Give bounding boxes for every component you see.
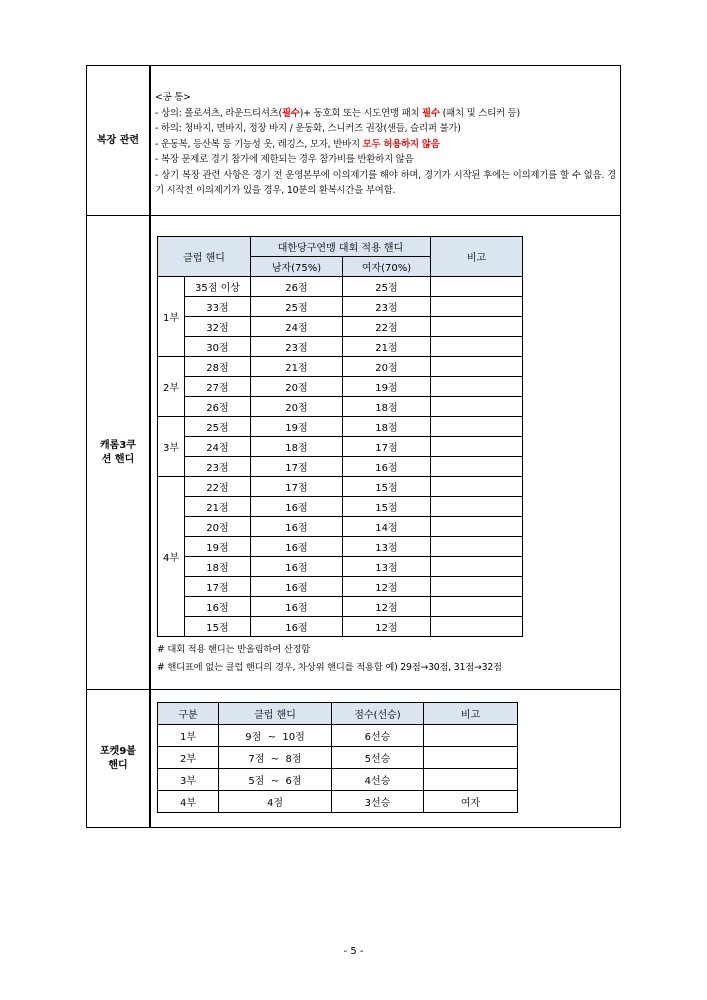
female-handicap-cell: 17점	[343, 437, 431, 457]
note-cell	[431, 437, 523, 457]
division-cell: 1부	[158, 725, 219, 747]
table-row	[158, 357, 523, 377]
male-handicap-cell: 17점	[251, 477, 343, 497]
note-cell	[431, 617, 523, 637]
col-club-handicap: 클럽 핸디	[158, 237, 251, 277]
col-note: 비고	[424, 703, 518, 725]
female-handicap-cell: 14점	[343, 517, 431, 537]
club-handicap-cell: 24점	[185, 437, 251, 457]
club-handicap-cell: 19점	[185, 537, 251, 557]
table-row	[158, 497, 523, 517]
club-handicap-cell: 23점	[185, 457, 251, 477]
table-row	[158, 277, 523, 297]
female-handicap-cell: 15점	[343, 477, 431, 497]
division-cell: 3부	[158, 769, 219, 791]
note-cell	[431, 557, 523, 577]
col-division: 구분	[158, 703, 219, 725]
male-handicap-cell: 16점	[251, 537, 343, 557]
dress-code-body	[151, 76, 620, 205]
col-female: 여자(70%)	[343, 257, 431, 277]
note-cell	[431, 297, 523, 317]
note-cell	[424, 769, 518, 791]
table-row	[158, 747, 518, 769]
carom-header: 캐롬3쿠션 핸디	[87, 216, 151, 690]
division-cell: 4부	[158, 477, 185, 637]
table-row	[158, 397, 523, 417]
dress-common-title: <공 통>	[155, 92, 191, 104]
club-handicap-cell: 21점	[185, 497, 251, 517]
note-cell	[431, 477, 523, 497]
female-handicap-cell: 22점	[343, 317, 431, 337]
club-handicap-cell: 25점	[185, 417, 251, 437]
female-handicap-cell: 18점	[343, 397, 431, 417]
note-missing-handicap: # 핸디표에 없는 클럽 핸디의 경우, 차상위 핸디를 적용함 예) 29점→30점, 31점→32점	[157, 662, 502, 673]
carom-notes	[151, 637, 620, 683]
female-handicap-cell: 15점	[343, 497, 431, 517]
club-handicap-cell: 20점	[185, 517, 251, 537]
note-cell	[431, 577, 523, 597]
club-handicap-cell: 17점	[185, 577, 251, 597]
division-cell: 1부	[158, 277, 185, 357]
col-federation-handicap: 대한당구연맹 대회 적용 핸디	[251, 237, 431, 257]
club-handicap-cell: 16점	[185, 597, 251, 617]
pocket-header: 포켓9볼 핸디	[87, 690, 151, 828]
col-club-handicap: 클럽 핸디	[219, 703, 332, 725]
club-handicap-cell: 27점	[185, 377, 251, 397]
club-handicap-cell: 32점	[185, 317, 251, 337]
female-handicap-cell: 13점	[343, 537, 431, 557]
club-handicap-cell: 7점 ~ 8점	[219, 747, 332, 769]
note-cell	[431, 517, 523, 537]
female-handicap-cell: 23점	[343, 297, 431, 317]
note-cell	[431, 377, 523, 397]
club-handicap-cell: 18점	[185, 557, 251, 577]
table-row	[158, 597, 523, 617]
club-handicap-cell: 35점 이상	[185, 277, 251, 297]
note-cell	[431, 457, 523, 477]
dress-code-header: 복장 관련	[87, 66, 151, 216]
club-handicap-cell: 5점 ~ 6점	[219, 769, 332, 791]
note-cell	[431, 597, 523, 617]
female-handicap-cell: 13점	[343, 557, 431, 577]
male-handicap-cell: 17점	[251, 457, 343, 477]
club-handicap-cell: 33점	[185, 297, 251, 317]
col-score: 점수(선승)	[332, 703, 424, 725]
rules-table	[86, 65, 621, 828]
female-handicap-cell: 12점	[343, 577, 431, 597]
col-note: 비고	[431, 237, 523, 277]
male-handicap-cell: 20점	[251, 377, 343, 397]
male-handicap-cell: 25점	[251, 297, 343, 317]
note-cell	[431, 397, 523, 417]
score-cell: 3선승	[332, 791, 424, 813]
female-handicap-cell: 20점	[343, 357, 431, 377]
page-number: - 5 -	[343, 946, 364, 957]
table-row	[158, 577, 523, 597]
table-row	[158, 337, 523, 357]
dress-line-refund: - 복장 문제로 경기 참가에 제한되는 경우 참가비를 반환하지 않음	[155, 154, 414, 166]
male-handicap-cell: 16점	[251, 497, 343, 517]
carom-handicap-table	[157, 236, 523, 637]
female-handicap-cell: 12점	[343, 597, 431, 617]
division-cell: 2부	[158, 747, 219, 769]
table-row	[158, 725, 518, 747]
note-cell: 여자	[424, 791, 518, 813]
division-cell: 3부	[158, 417, 185, 477]
division-cell: 2부	[158, 357, 185, 417]
table-row	[158, 317, 523, 337]
dress-line-prohibited: - 운동복, 등산복 등 기능성 옷, 레깅스, 모자, 반바지 모두 허용하지 않음	[155, 138, 440, 150]
club-handicap-cell: 22점	[185, 477, 251, 497]
note-cell	[424, 747, 518, 769]
female-handicap-cell: 25점	[343, 277, 431, 297]
table-row	[158, 557, 523, 577]
female-handicap-cell: 21점	[343, 337, 431, 357]
table-row	[158, 477, 523, 497]
note-rounding: # 대회 적용 핸디는 반올림하여 산정함	[157, 644, 311, 655]
score-cell: 4선승	[332, 769, 424, 791]
note-cell	[424, 725, 518, 747]
male-handicap-cell: 18점	[251, 437, 343, 457]
male-handicap-cell: 16점	[251, 557, 343, 577]
club-handicap-cell: 4점	[219, 791, 332, 813]
male-handicap-cell: 23점	[251, 337, 343, 357]
note-cell	[431, 337, 523, 357]
male-handicap-cell: 26점	[251, 277, 343, 297]
note-cell	[431, 417, 523, 437]
club-handicap-cell: 28점	[185, 357, 251, 377]
table-row	[158, 377, 523, 397]
female-handicap-cell: 19점	[343, 377, 431, 397]
score-cell: 5선승	[332, 747, 424, 769]
dress-line-top: - 상의: 폴로셔츠, 라운드티셔츠(필수)+ 동호회 또는 시도연맹 패치 필수 (패치 및 스티커 등)	[155, 107, 520, 119]
table-row	[158, 417, 523, 437]
table-row	[158, 617, 523, 637]
female-handicap-cell: 12점	[343, 617, 431, 637]
note-cell	[431, 537, 523, 557]
note-cell	[431, 497, 523, 517]
male-handicap-cell: 21점	[251, 357, 343, 377]
female-handicap-cell: 16점	[343, 457, 431, 477]
male-handicap-cell: 24점	[251, 317, 343, 337]
male-handicap-cell: 20점	[251, 397, 343, 417]
male-handicap-cell: 16점	[251, 597, 343, 617]
col-male: 남자(75%)	[251, 257, 343, 277]
dress-line-objection: - 상기 복장 관련 사항은 경기 전 운영본부에 이의제기를 해야 하며, 경기가 시작된 후에는 이의제기를 할 수 없음. 경기 시작전 이의제기가 있을 경우, 10분의 환복시간을 부여함.	[155, 169, 616, 197]
table-row	[158, 457, 523, 477]
table-row	[158, 517, 523, 537]
note-cell	[431, 357, 523, 377]
club-handicap-cell: 26점	[185, 397, 251, 417]
pocket-handicap-table	[157, 702, 518, 813]
note-cell	[431, 317, 523, 337]
male-handicap-cell: 16점	[251, 617, 343, 637]
table-row	[158, 437, 523, 457]
table-row	[158, 297, 523, 317]
table-row	[158, 791, 518, 813]
table-row	[158, 537, 523, 557]
division-cell: 4부	[158, 791, 219, 813]
female-handicap-cell: 18점	[343, 417, 431, 437]
male-handicap-cell: 16점	[251, 517, 343, 537]
male-handicap-cell: 19점	[251, 417, 343, 437]
male-handicap-cell: 16점	[251, 577, 343, 597]
club-handicap-cell: 15점	[185, 617, 251, 637]
club-handicap-cell: 9점 ~ 10점	[219, 725, 332, 747]
club-handicap-cell: 30점	[185, 337, 251, 357]
dress-line-bottom: - 하의: 청바지, 면바지, 정장 바지 / 운동화, 스니커즈 권장(샌들, 슬리퍼 불가)	[155, 123, 461, 135]
table-row	[158, 769, 518, 791]
score-cell: 6선승	[332, 725, 424, 747]
note-cell	[431, 277, 523, 297]
